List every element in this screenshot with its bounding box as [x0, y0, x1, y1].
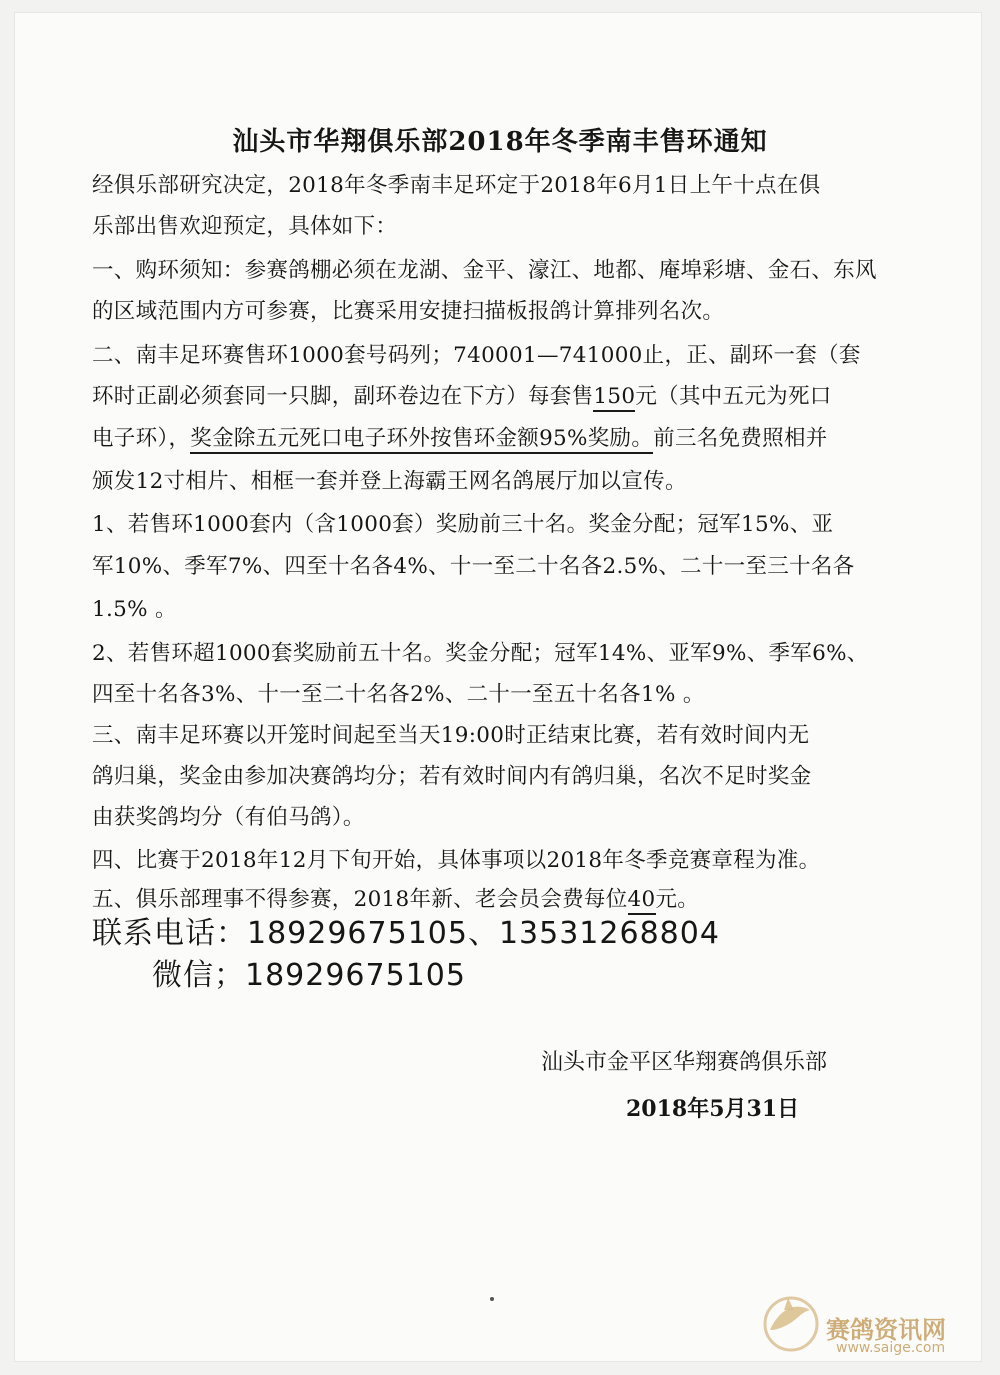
body-line: 一、购环须知：参赛鸽棚必须在龙湖、金平、濠江、地都、庵埠彩塘、金石、东风 [92, 258, 877, 283]
body-text: 环时正副必须套同一只脚，副环卷边在下方）每套售 [92, 384, 594, 409]
contact-wechat: 微信；18929675105 [152, 958, 466, 993]
body-text: 五、俱乐部理事不得参赛，2018年新、老会员会费每位 [92, 887, 628, 912]
body-line: 由获奖鸽均分（有伯马鸽）。 [92, 805, 365, 830]
ink-speck [490, 1297, 494, 1301]
body-line: 鸽归巢，奖金由参加决赛鸽均分；若有效时间内有鸽归巢，名次不足时奖金 [92, 764, 812, 789]
body-line: 军10%、季军7%、四至十名各4%、十一至二十名各2.5%、二十一至三十名各 [92, 554, 855, 579]
body-line: 四至十名各3%、十一至二十名各2%、二十一至五十名各1% 。 [92, 682, 705, 707]
fee-underlined: 40 [628, 887, 656, 915]
body-text: 元（其中五元为死口 [635, 384, 832, 409]
prize-note-underlined: 奖金除五元死口电子环外按售环金额95%奖励。 [190, 426, 653, 454]
body-text: 前三名免费照相并 [653, 426, 828, 451]
body-line [92, 424, 828, 454]
notice-title: 汕头市华翔俱乐部2018年冬季南丰售环通知 [232, 127, 768, 157]
watermark-url: www.saige.com [836, 1340, 946, 1356]
signature-date: 2018年5月31日 [626, 1096, 800, 1122]
body-line: 二、南丰足环赛售环1000套号码列；740001—741000止，正、副环一套（套 [92, 343, 861, 368]
body-line: 乐部出售欢迎预定，具体如下： [92, 214, 398, 239]
watermark-name: 赛鸽资讯网 [826, 1316, 946, 1344]
price-underlined: 150 [593, 384, 635, 412]
body-line: 经俱乐部研究决定，2018年冬季南丰足环定于2018年6月1日上午十点在俱 [92, 173, 821, 198]
body-text: 元。 [655, 887, 700, 912]
body-line: 的区域范围内方可参赛，比赛采用安捷扫描板报鸽计算排列名次。 [92, 299, 725, 324]
signature: 汕头市金平区华翔赛鸽俱乐部 [541, 1050, 828, 1075]
body-line [92, 382, 832, 412]
body-line [92, 885, 699, 915]
body-text: 电子环）， [92, 426, 191, 451]
body-line: 颁发12寸相片、相框一套并登上海霸王网名鸽展厅加以宣传。 [92, 469, 687, 494]
body-line: 1.5% 。 [92, 597, 177, 622]
body-line: 1、若售环1000套内（含1000套）奖励前三十名。奖金分配；冠军15%、亚 [92, 512, 834, 537]
contact-phone: 联系电话：18929675105、13531268804 [92, 916, 720, 951]
body-line: 四、比赛于2018年12月下旬开始，具体事项以2018年冬季竞赛章程为准。 [92, 848, 821, 873]
pigeon-logo-icon [758, 1288, 824, 1354]
body-line: 2、若售环超1000套奖励前五十名。奖金分配；冠军14%、亚军9%、季军6%、 [92, 641, 869, 666]
body-line: 三、南丰足环赛以开笼时间起至当天19:00时正结束比赛，若有效时间内无 [92, 723, 810, 748]
